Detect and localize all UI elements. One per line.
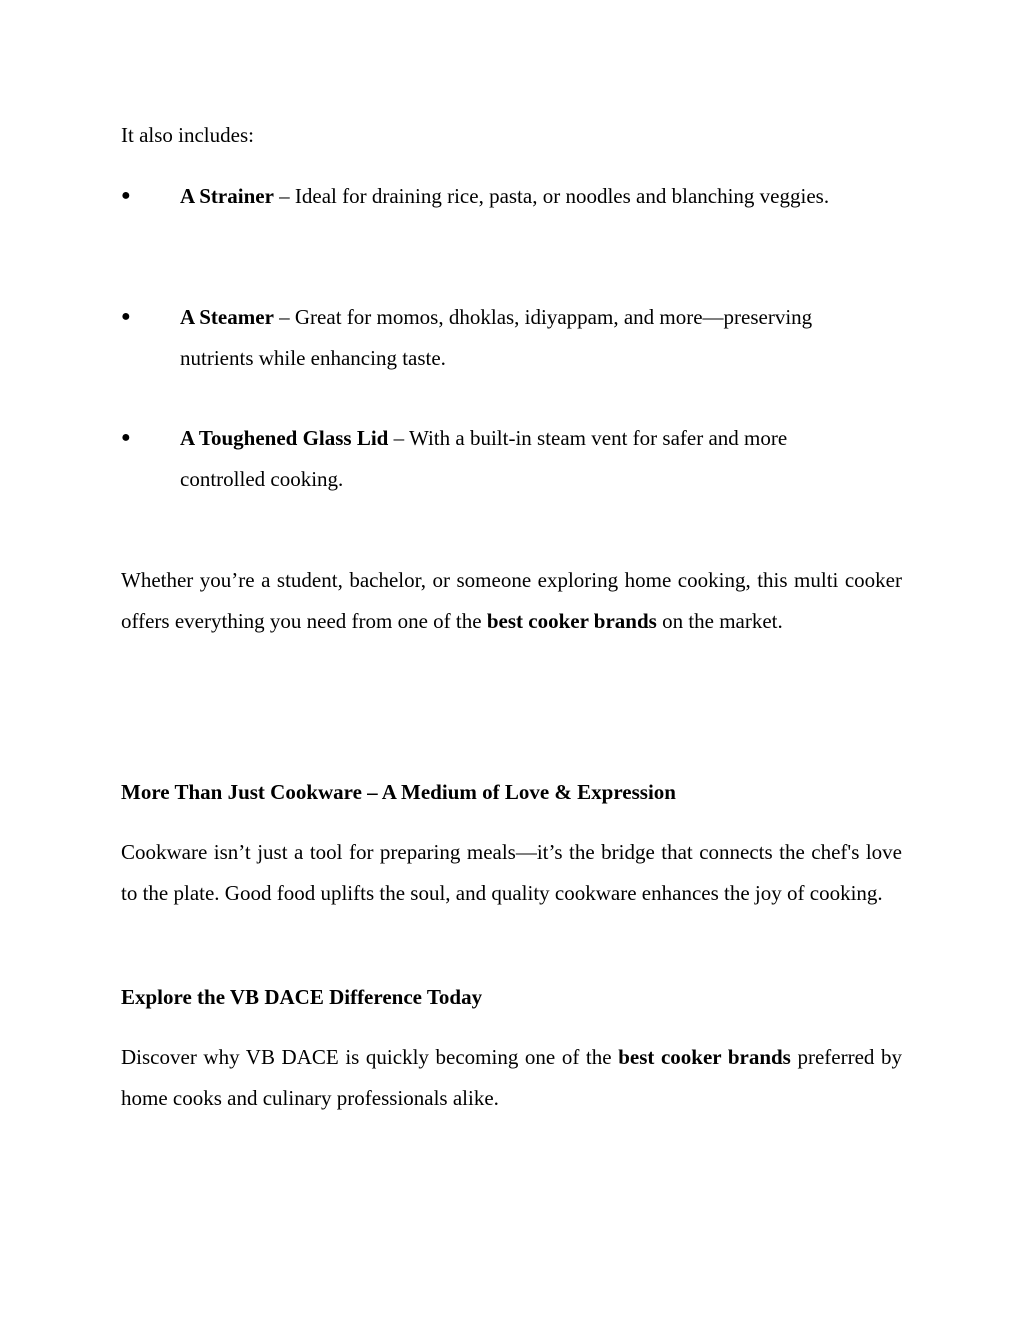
section-heading-cookware: More Than Just Cookware – A Medium of Love & Expression [121, 780, 676, 804]
list-item [121, 418, 870, 499]
paragraph-text: preferred by home cooks and culinary professionals alike. [121, 1045, 902, 1110]
paragraph-text: Discover why VB DACE is quickly becoming one of the [121, 1045, 619, 1069]
paragraph-discover [121, 1037, 902, 1118]
paragraph-whether [121, 560, 902, 641]
bullet-icon: ● [121, 187, 131, 204]
section-heading-explore: Explore the VB DACE Difference Today [121, 985, 483, 1009]
paragraph-cookware: Cookware isn’t just a tool for preparing meals—it’s the bridge that connects the chef's love to the plate. Good food uplifts the soul, and quality cookware enhances the joy of cooking. [121, 840, 902, 905]
list-item-text: – Great for momos, dhoklas, idiyappam, and more—preserving nutrients while enhancing taste. [180, 305, 813, 370]
paragraph-text: Whether you’re a student, bachelor, or someone exploring home cooking, this multi cooker offers everything you need from one of the [121, 568, 902, 633]
bullet-icon: ● [121, 429, 131, 446]
intro-text: It also includes: [121, 123, 254, 147]
list-item-title: A Toughened Glass Lid [180, 426, 389, 450]
list-item [121, 176, 870, 217]
list-item-title: A Steamer [180, 305, 274, 329]
paragraph-text: on the market. [656, 608, 783, 633]
list-item-text: – With a built-in steam vent for safer and more controlled cooking. [180, 426, 788, 491]
link-best-cooker-brands: best cooker brands [618, 1045, 791, 1069]
link-best-cooker-brands: best cooker brands [486, 608, 657, 633]
list-item-text: – Ideal for draining rice, pasta, or noodles and blanching veggies. [273, 184, 830, 208]
list-item-title: A Strainer [180, 184, 274, 208]
bullet-icon: ● [121, 308, 131, 325]
list-item [121, 297, 870, 378]
